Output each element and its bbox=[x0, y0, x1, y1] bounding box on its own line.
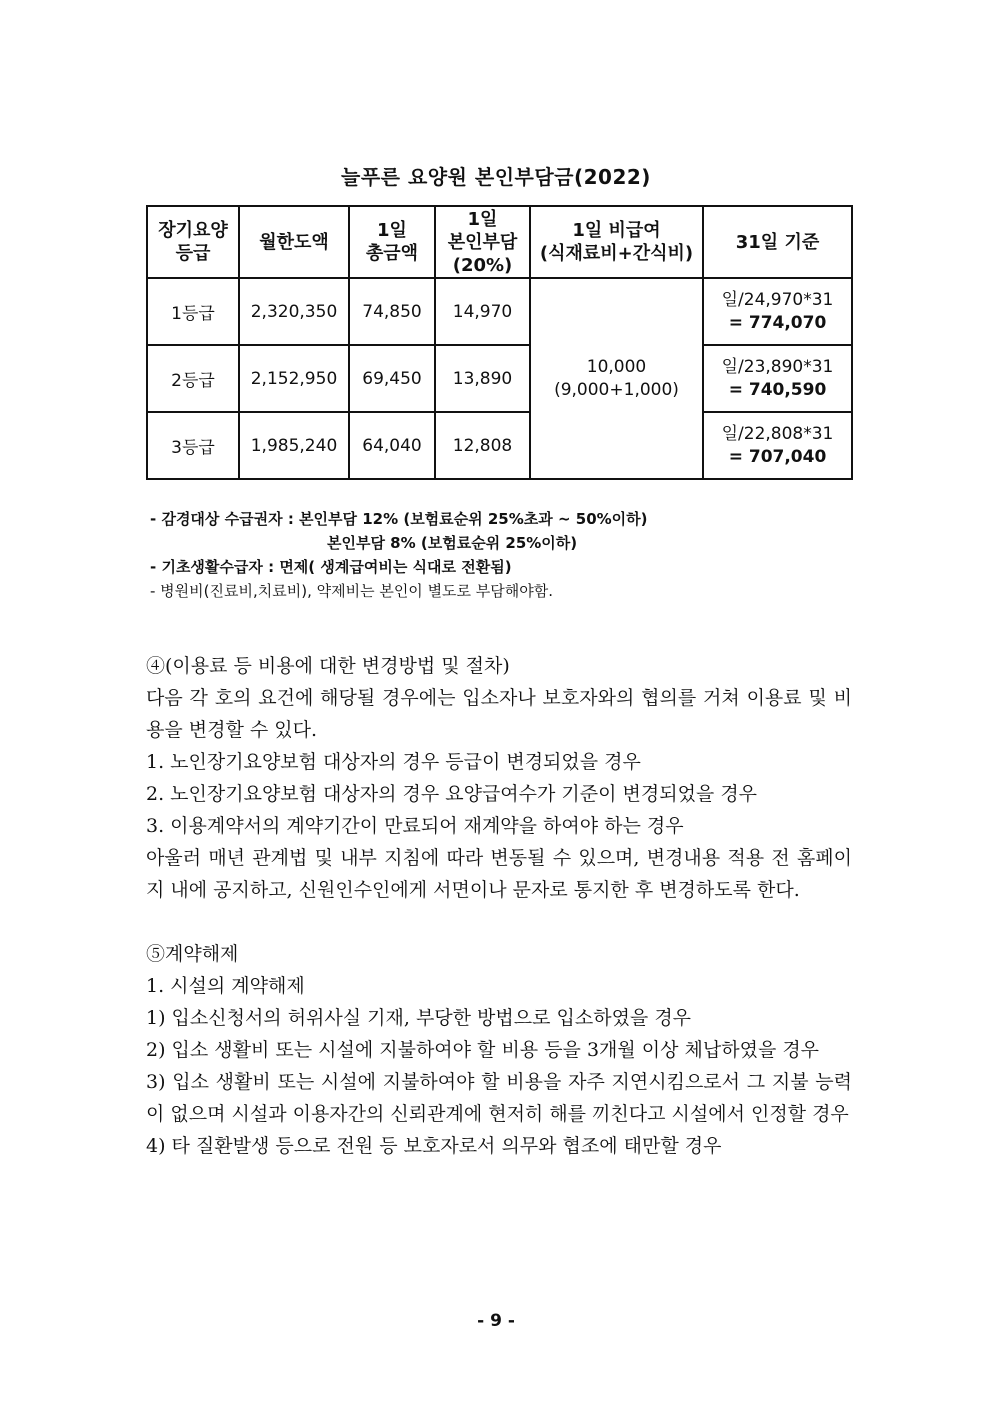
section4-heading: ④(이용료 등 비용에 대한 변경방법 및 절차) bbox=[146, 655, 510, 677]
daily-copay-cell: 12,808 bbox=[435, 412, 530, 479]
section4-closing: 아울러 매년 관계법 및 내부 지침에 따라 변동될 수 있으며, 변경내용 적용 전 홈페이지 내에 공지하고, 신원인수인에게 서면이나 문자로 통지한 후 변경하도록 한다. bbox=[146, 847, 852, 901]
grade-cell: 1등급 bbox=[147, 278, 239, 345]
basis-cell: 일/23,890*31 = 740,590 bbox=[703, 345, 852, 412]
header-non-covered: 1일 비급여 (식재료비+간식비) bbox=[530, 206, 703, 278]
monthly-limit-cell: 2,320,350 bbox=[239, 278, 349, 345]
monthly-limit-cell: 1,985,240 bbox=[239, 412, 349, 479]
section5-item: 3) 입소 생활비 또는 시설에 지불하여야 할 비용을 자주 지연시킴으로서 그 지불 능력이 없으며 시설과 이용자간의 신뢰관계에 현저히 해를 끼친다고 시설에서 인정할 경우 bbox=[146, 1071, 852, 1125]
basis-cell: 일/22,808*31 = 707,040 bbox=[703, 412, 852, 479]
page-title: 늘푸른 요양원 본인부담금(2022) bbox=[341, 165, 651, 189]
section4-item: 2. 노인장기요양보험 대상자의 경우 요양급여수가 기준이 변경되었을 경우 bbox=[146, 783, 758, 805]
header-grade: 장기요양 등급 bbox=[147, 206, 239, 278]
grade-cell: 3등급 bbox=[147, 412, 239, 479]
section5-heading: ⑤계약해제 bbox=[146, 943, 239, 965]
header-daily-total: 1일 총금액 bbox=[349, 206, 435, 278]
section5-item: 1) 입소신청서의 허위사실 기재, 부당한 방법으로 입소하였을 경우 bbox=[146, 1007, 692, 1029]
non-covered-cell: 10,000 (9,000+1,000) bbox=[530, 278, 703, 479]
section5-sub: 1. 시설의 계약해제 bbox=[146, 975, 305, 997]
copay-table bbox=[146, 205, 853, 480]
table-row bbox=[147, 412, 852, 479]
section4-item: 3. 이용계약서의 계약기간이 만료되어 재계약을 하여야 하는 경우 bbox=[146, 815, 684, 837]
header-monthly-limit: 월한도액 bbox=[239, 206, 349, 278]
basis-cell: 일/24,970*31 = 774,070 bbox=[703, 278, 852, 345]
notes-block bbox=[150, 507, 648, 603]
monthly-limit-cell: 2,152,950 bbox=[239, 345, 349, 412]
daily-copay-cell: 13,890 bbox=[435, 345, 530, 412]
grade-cell: 2등급 bbox=[147, 345, 239, 412]
section5-item: 2) 입소 생활비 또는 시설에 지불하여야 할 비용 등을 3개월 이상 체납하였을 경우 bbox=[146, 1039, 820, 1061]
daily-total-cell: 64,040 bbox=[349, 412, 435, 479]
table-row bbox=[147, 345, 852, 412]
section4-item: 1. 노인장기요양보험 대상자의 경우 등급이 변경되었을 경우 bbox=[146, 751, 641, 773]
table-row bbox=[147, 278, 852, 345]
daily-copay-cell: 14,970 bbox=[435, 278, 530, 345]
page-number: - 9 - bbox=[477, 1311, 515, 1331]
header-31day-basis: 31일 기준 bbox=[703, 206, 852, 278]
note-reduced-8: 본인부담 8% (보험료순위 25%이하) bbox=[327, 534, 578, 552]
header-daily-copay: 1일 본인부담 (20%) bbox=[435, 206, 530, 278]
note-hospital-costs: - 병원비(진료비,치료비), 약제비는 본인이 별도로 부담해야함. bbox=[150, 582, 554, 600]
note-reduced-recipient: - 감경대상 수급권자 : 본인부담 12% (보험료순위 25%초과 ~ 50%이하) bbox=[150, 510, 648, 528]
table-header-row bbox=[147, 206, 852, 278]
note-basic-livelihood: - 기초생활수급자 : 면제( 생계급여비는 식대로 전환됨) bbox=[150, 558, 512, 576]
daily-total-cell: 74,850 bbox=[349, 278, 435, 345]
body-text bbox=[146, 650, 852, 1162]
section4-intro: 다음 각 호의 요건에 해당될 경우에는 입소자나 보호자와의 협의를 거쳐 이용료 및 비용을 변경할 수 있다. bbox=[146, 687, 852, 741]
section5-item: 4) 타 질환발생 등으로 전원 등 보호자로서 의무와 협조에 태만할 경우 bbox=[146, 1135, 722, 1157]
daily-total-cell: 69,450 bbox=[349, 345, 435, 412]
